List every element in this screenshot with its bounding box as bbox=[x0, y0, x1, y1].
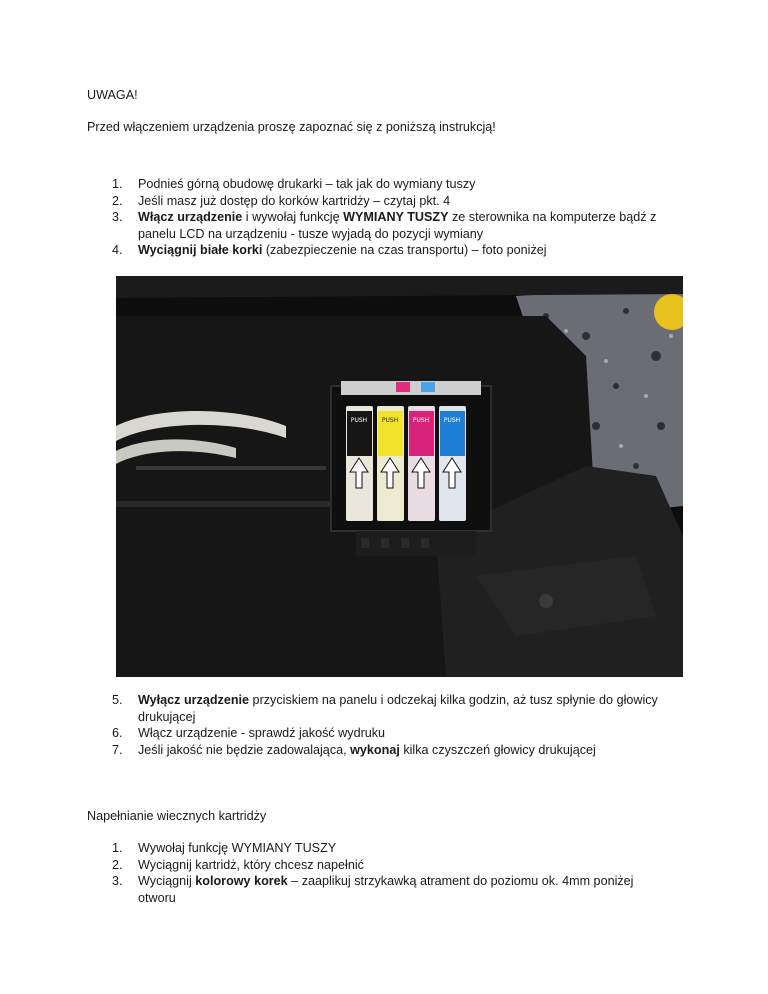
bold-text: WYMIANY TUSZY bbox=[343, 210, 449, 225]
bold-text: Włącz urządzenie bbox=[138, 210, 243, 225]
text-segment: otworu bbox=[138, 890, 176, 905]
list-item-text bbox=[138, 890, 176, 907]
text-segment: Wywołaj funkcję WYMIANY TUSZY bbox=[138, 841, 337, 855]
text-segment: Wyciągnij kartridż, który chcesz napełnić bbox=[138, 857, 364, 872]
list-item-text bbox=[138, 193, 450, 210]
text-segment: i wywołaj funkcję bbox=[242, 210, 344, 225]
text-segment: Wyciągnij bbox=[138, 874, 196, 889]
list-item-text bbox=[138, 226, 483, 243]
text-segment: kilka czyszczeń głowicy drukującej bbox=[399, 742, 596, 757]
list-item-number: 5. bbox=[112, 693, 123, 707]
list-item-text bbox=[138, 709, 195, 726]
bold-text: Wyciągnij białe korki bbox=[138, 243, 263, 258]
cartridge-label-magenta: PUSH bbox=[412, 417, 430, 424]
list-item-number: 4. bbox=[112, 243, 123, 258]
list-item-number: 7. bbox=[112, 742, 123, 757]
list-item-number: 1. bbox=[112, 841, 123, 855]
text-segment: – zaaplikuj strzykawką atrament do poziomu ok. 4mm poniżej bbox=[287, 874, 634, 889]
list-item-number: 1. bbox=[112, 177, 123, 191]
cartridge-label-cyan: PUSH bbox=[443, 417, 461, 424]
list-item-number: 2. bbox=[112, 857, 123, 872]
list-item-number: 3. bbox=[112, 874, 123, 889]
list-item-text bbox=[138, 176, 475, 193]
text-segment: Jeśli masz już dostęp do korków kartridży – czytaj pkt. 4 bbox=[138, 193, 451, 208]
list-item-text bbox=[138, 725, 385, 742]
bold-text: korek bbox=[254, 874, 288, 889]
text-segment: panelu LCD na urządzeniu - tusze wyjadą do pozycji wymiany bbox=[138, 226, 484, 241]
text-segment: drukującej bbox=[138, 709, 196, 724]
text-segment: ze sterownika na komputerze bądź z bbox=[448, 210, 657, 225]
cartridge-label-yellow: PUSH bbox=[381, 417, 399, 424]
intro-text: Przed włączeniem urządzenia proszę zapoznać się z poniższą instrukcją! bbox=[87, 120, 496, 134]
bold-text: Wyłącz urządzenie bbox=[138, 693, 250, 707]
list-item-number: 6. bbox=[112, 726, 123, 741]
printer-photo bbox=[116, 276, 683, 677]
list-item-number: 3. bbox=[112, 210, 123, 225]
text-segment: (zabezpieczenie na czas transportu) – foto poniżej bbox=[262, 243, 547, 258]
list-item-text bbox=[138, 857, 364, 874]
bold-text: wykonaj bbox=[350, 742, 400, 757]
text-segment: Jeśli jakość nie będzie zadowalająca, bbox=[138, 742, 351, 757]
bold-text: kolorowy bbox=[195, 874, 251, 889]
list-item-text bbox=[138, 242, 547, 259]
text-segment: Włącz urządzenie - sprawdź jakość wydruku bbox=[138, 726, 386, 741]
text-segment: przyciskiem na panelu i odczekaj kilka godzin, aż tusz spłynie do głowicy bbox=[249, 693, 658, 707]
cartridge-label-black: PUSH bbox=[350, 417, 368, 424]
text-segment: Podnieś górną obudowę drukarki – tak jak do wymiany tuszy bbox=[138, 177, 476, 191]
list-item-text bbox=[138, 209, 656, 226]
section-title-refilling: Napełnianie wiecznych kartridży bbox=[87, 809, 267, 823]
heading: UWAGA! bbox=[87, 88, 138, 102]
list-item-number: 2. bbox=[112, 193, 123, 208]
list-item-text bbox=[138, 873, 633, 890]
list-item-text bbox=[138, 692, 658, 709]
list-item-text bbox=[138, 840, 336, 857]
list-item-text bbox=[138, 742, 596, 759]
